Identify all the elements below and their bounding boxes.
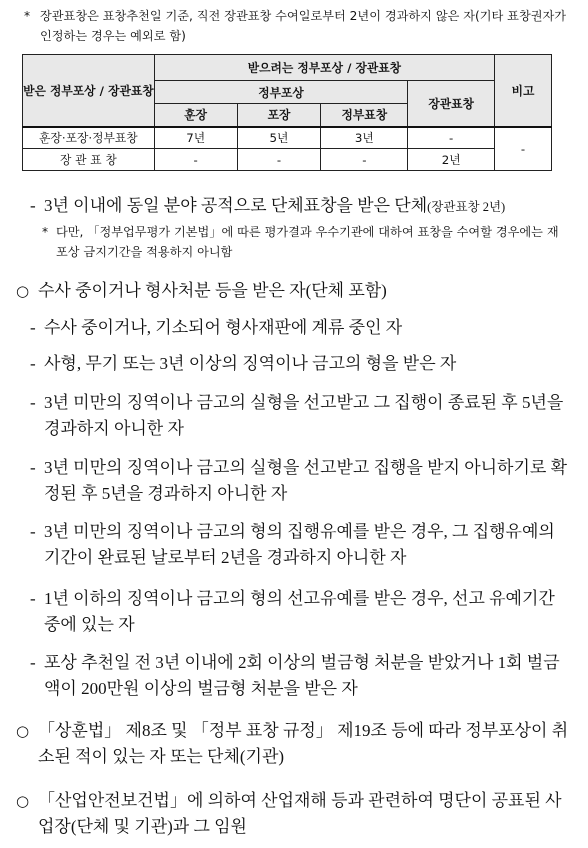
- header-to-receive: 받으려는 정부포상 / 장관표창: [154, 55, 494, 81]
- row2-cell: -: [154, 149, 237, 171]
- section-investigation-title: ○ 수사 중이거나 형사처분 등을 받은 자(단체 포함): [16, 279, 570, 303]
- investigation-item-7: - 포상 추천일 전 3년 이내에 2회 이상의 벌금형 처분을 받았거나 1회 벌금액이 200만원 이상의 벌금형 처분을 받은 자: [30, 653, 560, 698]
- investigation-item-1: - 수사 중이거나, 기소되어 형사재판에 계류 중인 자: [30, 318, 403, 337]
- row2-cell: -: [321, 149, 408, 171]
- section-safety: ○ 「산업안전보건법」에 의하여 산업재해 등과 관련하여 명단이 공표된 사업장(단체 및 기관)과 그 임원: [16, 788, 570, 840]
- header-received: 받은 정부포상 / 장관표창: [23, 55, 155, 127]
- col-medal: 훈장: [154, 104, 237, 127]
- reaward-interval-table: [22, 54, 552, 171]
- header-gov: 정부포상: [154, 81, 408, 104]
- investigation-item-6: - 1년 이하의 징역이나 금고의 형의 선고유예를 받은 경우, 선고 유예기간 중에 있는 자: [30, 589, 555, 634]
- group-award-item: - 3년 이내에 동일 분야 공적으로 단체표창을 받은 단체(장관표창 2년): [30, 196, 506, 215]
- row2-label: 장 관 표 창: [23, 149, 155, 171]
- investigation-item-5: - 3년 미만의 징역이나 금고의 형의 집행유예를 받은 경우, 그 집행유예의 기간이 완료된 날로부터 2년을 경과하지 아니한 자: [30, 522, 555, 567]
- row1-cell: 5년: [237, 127, 321, 149]
- revoked-text: 「상훈법」 제8조 및 「정부 표창 규정」 제19조 등에 따라 정부포상이 취소된 적이 있는 자 또는 단체(기관): [38, 721, 569, 766]
- col-award: 포장: [237, 104, 321, 127]
- header-remark: 비고: [495, 55, 552, 127]
- header-minister: 장관표창: [408, 81, 495, 127]
- exception-note-text: 다만, 「정부업무평가 기본법」에 따른 평가결과 우수기관에 대하여 표창을 수여할 경우에는 재포상 금지기간을 적용하지 아니함: [56, 225, 559, 259]
- section-revoked: ○ 「상훈법」 제8조 및 「정부 표창 규정」 제19조 등에 따라 정부포상이 취소된 적이 있는 자 또는 단체(기관): [16, 718, 570, 770]
- exception-note: * 다만, 「정부업무평가 기본법」에 따른 평가결과 우수기관에 대하여 표창을 수여할 경우에는 재포상 금지기간을 적용하지 아니함: [42, 222, 570, 262]
- safety-text: 「산업안전보건법」에 의하여 산업재해 등과 관련하여 명단이 공표된 사업장(단체 및 기관)과 그 임원: [38, 791, 562, 836]
- row1-cell: 3년: [321, 127, 408, 149]
- group-award-text: 3년 이내에 동일 분야 공적으로 단체표창을 받은 단체: [44, 196, 428, 215]
- top-note-text: 장관표창은 표창추천일 기준, 직전 장관표창 수여일로부터 2년이 경과하지 않은 자(기타 표창권자가 인정하는 경우는 예외로 함): [40, 9, 567, 43]
- row1-cell: -: [408, 127, 495, 149]
- investigation-item-4: - 3년 미만의 징역이나 금고의 실형을 선고받고 집행을 받지 아니하기로 확정된 후 5년을 경과하지 아니한 자: [30, 458, 567, 503]
- top-note: [24, 6, 569, 46]
- row2-cell: -: [237, 149, 321, 171]
- remark-cell: -: [495, 127, 552, 171]
- row1-label: 훈장·포장·정부표창: [23, 127, 155, 149]
- investigation-item-3: - 3년 미만의 징역이나 금고의 실형을 선고받고 그 집행이 종료된 후 5년을 경과하지 아니한 자: [30, 393, 564, 438]
- investigation-item-2: - 사형, 무기 또는 3년 이상의 징역이나 금고의 형을 받은 자: [30, 354, 457, 373]
- investigation-title-text: 수사 중이거나 형사처분 등을 받은 자(단체 포함): [38, 281, 387, 300]
- col-gov-citation: 정부표창: [321, 104, 408, 127]
- row1-cell: 7년: [154, 127, 237, 149]
- note-star-mark: *: [24, 9, 31, 23]
- row2-cell: 2년: [408, 149, 495, 171]
- group-award-paren: (장관표창 2년): [427, 200, 506, 214]
